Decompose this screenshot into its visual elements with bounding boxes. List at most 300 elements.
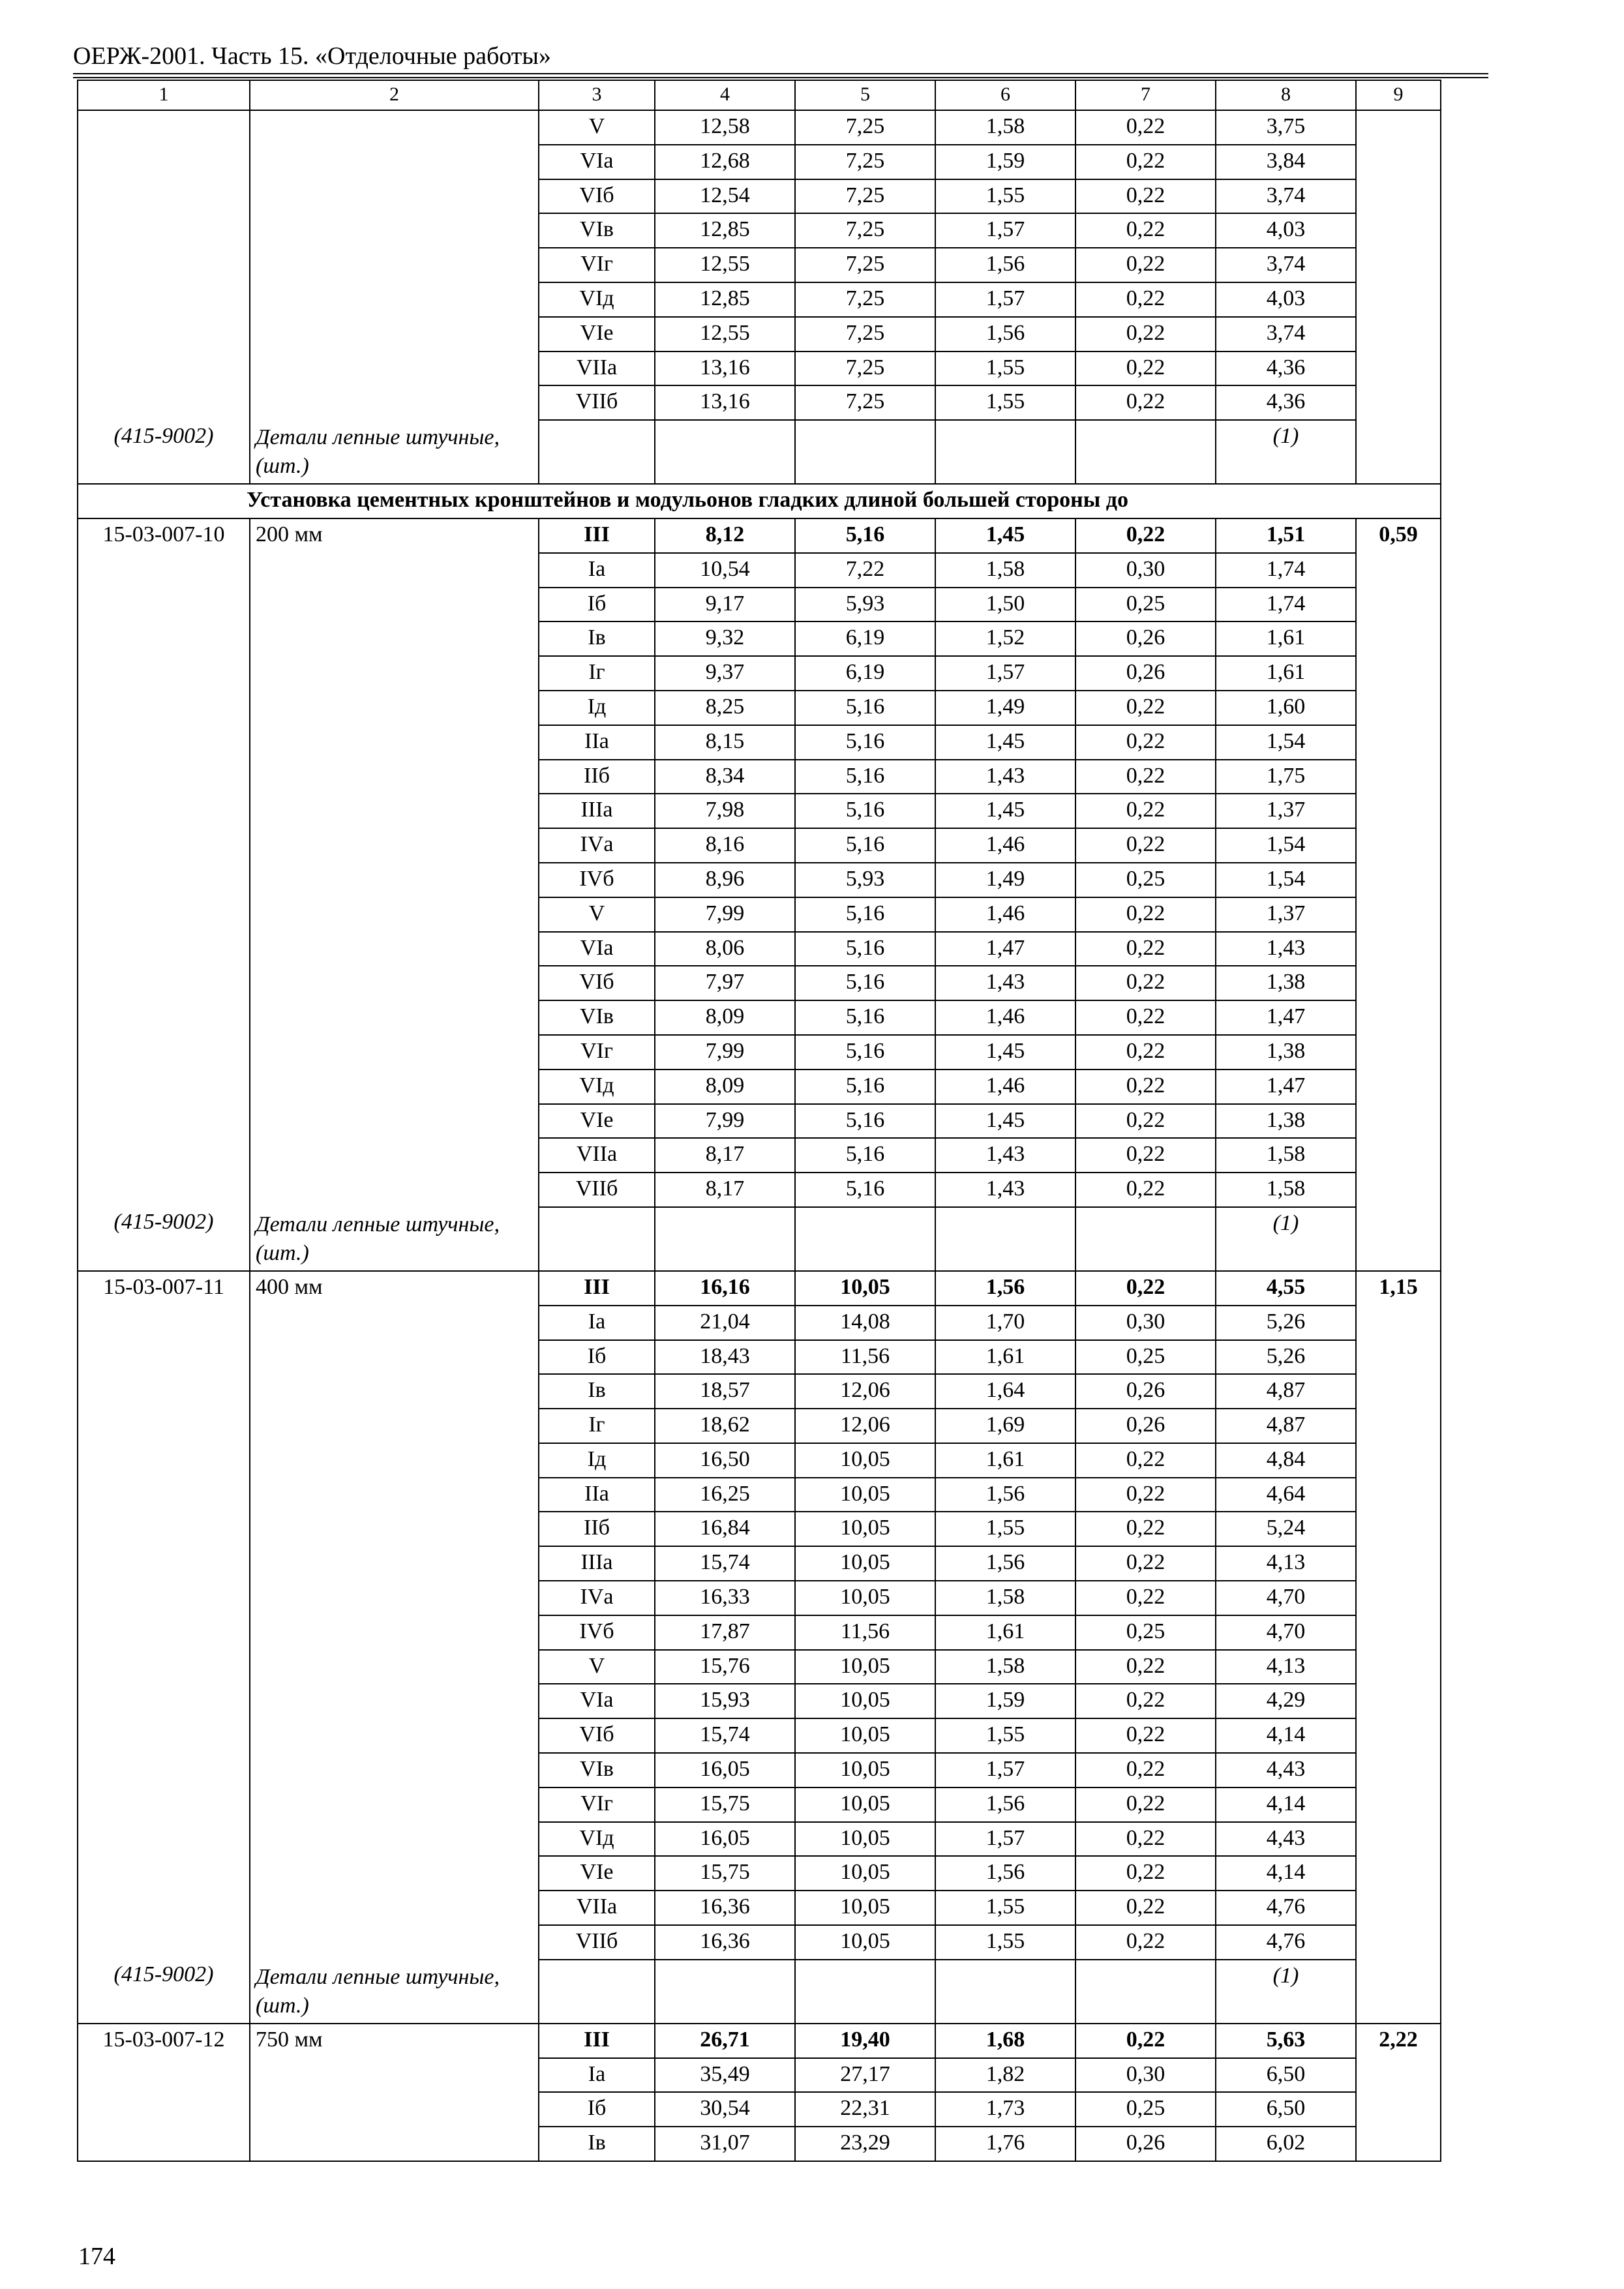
rate-code (78, 2024, 250, 2161)
note-text: Детали лепные штучные, (шт.) (256, 1212, 500, 1265)
value-cell: 8,96 (655, 863, 795, 897)
value-cell: 5,16 (795, 897, 935, 932)
value-cell: 1,45 (935, 725, 1075, 760)
column-number: 4 (655, 80, 795, 110)
value-cell: 10,05 (795, 1443, 935, 1478)
col9-value: 0,59 (1356, 518, 1441, 1271)
value-cell: VIд (539, 1822, 655, 1857)
value-cell: 0,22 (1075, 1856, 1216, 1891)
value-cell: 5,16 (795, 725, 935, 760)
value-cell: 6,19 (795, 656, 935, 691)
value-cell: 0,22 (1075, 1035, 1216, 1070)
value-cell: 1,59 (935, 145, 1075, 179)
value-cell: 1,56 (935, 1271, 1075, 1306)
value-cell: 1,46 (935, 1000, 1075, 1035)
value-cell: IVа (539, 1581, 655, 1615)
value-cell: 0,22 (1075, 282, 1216, 317)
value-cell: 10,05 (795, 1581, 935, 1615)
value-cell: 8,17 (655, 1138, 795, 1173)
empty-cell (539, 420, 655, 484)
col9-cell (1356, 110, 1441, 484)
page-number: 174 (78, 2243, 115, 2270)
value-cell: 16,33 (655, 1581, 795, 1615)
value-cell: 12,55 (655, 317, 795, 352)
rate-name (250, 2024, 539, 2161)
value-cell: 7,25 (795, 352, 935, 386)
value-cell: 1,45 (935, 1104, 1075, 1139)
value-cell: VIб (539, 179, 655, 214)
value-cell: VIг (539, 1788, 655, 1822)
value-cell: 11,56 (795, 1340, 935, 1375)
value-cell: 1,54 (1216, 725, 1356, 760)
value-cell: Iг (539, 1409, 655, 1443)
value-cell: 5,26 (1216, 1340, 1356, 1375)
rate-name-text: 750 мм (256, 2027, 323, 2052)
value-cell: 0,22 (1075, 1478, 1216, 1512)
rate-code-text: 15-03-007-12 (102, 2027, 225, 2052)
value-cell: 13,16 (655, 385, 795, 420)
value-cell: Iб (539, 588, 655, 622)
value-cell: 10,54 (655, 553, 795, 588)
value-cell: 21,04 (655, 1306, 795, 1340)
value-cell: 0,22 (1075, 1581, 1216, 1615)
value-cell: 0,22 (1075, 1104, 1216, 1139)
value-cell: 4,14 (1216, 1718, 1356, 1753)
value-cell: 1,55 (935, 1512, 1075, 1546)
value-cell: IIIа (539, 1546, 655, 1581)
value-cell: 0,22 (1075, 110, 1216, 145)
value-cell: 1,47 (1216, 1070, 1356, 1104)
resource-code: (415-9002) (113, 1209, 214, 1234)
value-cell: 1,38 (1216, 966, 1356, 1000)
value-cell: 1,37 (1216, 897, 1356, 932)
value-cell: 1,55 (935, 385, 1075, 420)
rate-main-row (78, 2024, 1441, 2058)
value-cell: 1,74 (1216, 588, 1356, 622)
empty-cell (655, 420, 795, 484)
value-cell: 4,03 (1216, 282, 1356, 317)
value-cell: 4,64 (1216, 1478, 1356, 1512)
value-cell: 13,16 (655, 352, 795, 386)
value-cell: 0,22 (1075, 248, 1216, 282)
value-cell: 10,05 (795, 1546, 935, 1581)
value-cell: 0,22 (1075, 1753, 1216, 1788)
value-cell: 12,58 (655, 110, 795, 145)
value-cell: 0,22 (1075, 179, 1216, 214)
empty-cell (795, 1207, 935, 1271)
note-text: Детали лепные штучные, (шт.) (256, 1964, 500, 2018)
value-cell: III (539, 2024, 655, 2058)
value-cell: 5,16 (795, 1070, 935, 1104)
value-cell: 0,30 (1075, 553, 1216, 588)
value-cell: 1,45 (935, 1035, 1075, 1070)
value-cell: 0,22 (1075, 213, 1216, 248)
value-cell: 0,25 (1075, 1340, 1216, 1375)
value-cell: 6,50 (1216, 2092, 1356, 2127)
value-cell: 0,26 (1075, 621, 1216, 656)
value-cell: 10,05 (795, 1512, 935, 1546)
note-value: (1) (1216, 1207, 1356, 1271)
value-cell: 1,50 (935, 588, 1075, 622)
value-cell: 1,46 (935, 828, 1075, 863)
value-cell: 0,22 (1075, 1822, 1216, 1857)
value-cell: VIа (539, 1684, 655, 1718)
value-cell: 0,22 (1075, 1925, 1216, 1960)
value-cell: 30,54 (655, 2092, 795, 2127)
value-cell: 19,40 (795, 2024, 935, 2058)
value-cell: 7,98 (655, 794, 795, 828)
value-cell: Iд (539, 1443, 655, 1478)
empty-cell (655, 1960, 795, 2024)
value-cell: 0,22 (1075, 897, 1216, 932)
value-cell: 35,49 (655, 2058, 795, 2093)
value-cell: V (539, 897, 655, 932)
value-cell: Iа (539, 1306, 655, 1340)
rate-code-text: 15-03-007-10 (102, 522, 225, 546)
column-number: 3 (539, 80, 655, 110)
value-cell: 1,61 (1216, 621, 1356, 656)
empty-cell (655, 1207, 795, 1271)
value-cell: 3,75 (1216, 110, 1356, 145)
value-cell: 7,25 (795, 179, 935, 214)
value-cell: 5,16 (795, 760, 935, 794)
value-cell: 15,74 (655, 1718, 795, 1753)
value-cell: 1,58 (935, 553, 1075, 588)
value-cell: VIIа (539, 1891, 655, 1925)
empty-cell (539, 1207, 655, 1271)
value-cell: 0,22 (1075, 2024, 1216, 2058)
value-cell: 0,30 (1075, 2058, 1216, 2093)
value-cell: 0,22 (1075, 932, 1216, 966)
value-cell: 4,13 (1216, 1650, 1356, 1684)
value-cell: 0,22 (1075, 352, 1216, 386)
value-cell: 4,36 (1216, 352, 1356, 386)
value-cell: IIб (539, 760, 655, 794)
value-cell: 4,14 (1216, 1856, 1356, 1891)
value-cell: 0,22 (1075, 1271, 1216, 1306)
value-cell: 1,56 (935, 1546, 1075, 1581)
table-row (78, 110, 1441, 145)
value-cell: IVб (539, 863, 655, 897)
value-cell: 1,60 (1216, 691, 1356, 725)
value-cell: 5,24 (1216, 1512, 1356, 1546)
value-cell: 1,58 (1216, 1173, 1356, 1207)
value-cell: III (539, 518, 655, 553)
value-cell: 1,56 (935, 1856, 1075, 1891)
value-cell: 0,26 (1075, 1409, 1216, 1443)
value-cell: 1,61 (935, 1615, 1075, 1650)
value-cell: 4,03 (1216, 213, 1356, 248)
value-cell: VIг (539, 1035, 655, 1070)
value-cell: 18,43 (655, 1340, 795, 1375)
value-cell: 1,55 (935, 1891, 1075, 1925)
rate-name (250, 518, 539, 1271)
value-cell: 1,47 (1216, 1000, 1356, 1035)
value-cell: 3,74 (1216, 317, 1356, 352)
value-cell: 15,74 (655, 1546, 795, 1581)
value-cell: 0,22 (1075, 1650, 1216, 1684)
value-cell: 1,54 (1216, 828, 1356, 863)
value-cell: 5,16 (795, 1104, 935, 1139)
value-cell: 16,16 (655, 1271, 795, 1306)
value-cell: V (539, 110, 655, 145)
value-cell: 1,43 (935, 1138, 1075, 1173)
value-cell: Iб (539, 2092, 655, 2127)
value-cell: 0,22 (1075, 691, 1216, 725)
value-cell: Iа (539, 553, 655, 588)
value-cell: 1,46 (935, 1070, 1075, 1104)
value-cell: 0,22 (1075, 1000, 1216, 1035)
value-cell: 5,16 (795, 932, 935, 966)
value-cell: 31,07 (655, 2127, 795, 2161)
value-cell: 0,22 (1075, 1070, 1216, 1104)
value-cell: 8,17 (655, 1173, 795, 1207)
value-cell: 0,26 (1075, 656, 1216, 691)
value-cell: 7,25 (795, 110, 935, 145)
value-cell: VIе (539, 317, 655, 352)
value-cell: 6,19 (795, 621, 935, 656)
value-cell: 14,08 (795, 1306, 935, 1340)
value-cell: 7,99 (655, 897, 795, 932)
value-cell: VIг (539, 248, 655, 282)
value-cell: 10,05 (795, 1478, 935, 1512)
value-cell: 7,25 (795, 385, 935, 420)
value-cell: 26,71 (655, 2024, 795, 2058)
value-cell: Iв (539, 2127, 655, 2161)
value-cell: 0,26 (1075, 1374, 1216, 1409)
col9-value: 1,15 (1356, 1271, 1441, 2024)
value-cell: 7,99 (655, 1035, 795, 1070)
value-cell: 0,22 (1075, 966, 1216, 1000)
value-cell: VIв (539, 1000, 655, 1035)
value-cell: 16,50 (655, 1443, 795, 1478)
value-cell: 10,05 (795, 1271, 935, 1306)
value-cell: 10,05 (795, 1753, 935, 1788)
value-cell: 15,76 (655, 1650, 795, 1684)
value-cell: III (539, 1271, 655, 1306)
value-cell: Iб (539, 1340, 655, 1375)
value-cell: 8,12 (655, 518, 795, 553)
value-cell: 0,22 (1075, 1443, 1216, 1478)
value-cell: 1,57 (935, 1822, 1075, 1857)
value-cell: VIIа (539, 1138, 655, 1173)
empty-cell (935, 1207, 1075, 1271)
value-cell: VIв (539, 213, 655, 248)
value-cell: 8,15 (655, 725, 795, 760)
rate-main-row (78, 1271, 1441, 1306)
value-cell: 1,54 (1216, 863, 1356, 897)
value-cell: 8,16 (655, 828, 795, 863)
value-cell: 4,55 (1216, 1271, 1356, 1306)
value-cell: 15,75 (655, 1856, 795, 1891)
value-cell: 5,26 (1216, 1306, 1356, 1340)
value-cell: 6,02 (1216, 2127, 1356, 2161)
value-cell: 7,25 (795, 282, 935, 317)
empty-cell (795, 420, 935, 484)
value-cell: 1,56 (935, 317, 1075, 352)
value-cell: 8,25 (655, 691, 795, 725)
value-cell: 1,43 (935, 760, 1075, 794)
value-cell: VIIб (539, 385, 655, 420)
value-cell: 1,45 (935, 794, 1075, 828)
column-number: 9 (1356, 80, 1441, 110)
resource-code: (415-9002) (78, 110, 250, 484)
value-cell: VIе (539, 1104, 655, 1139)
value-cell: 7,99 (655, 1104, 795, 1139)
value-cell: 0,22 (1075, 794, 1216, 828)
rate-main-row (78, 518, 1441, 553)
value-cell: 16,36 (655, 1925, 795, 1960)
value-cell: 10,05 (795, 1822, 935, 1857)
empty-cell (795, 1960, 935, 2024)
value-cell: 12,68 (655, 145, 795, 179)
column-number: 5 (795, 80, 935, 110)
rate-code (78, 518, 250, 1271)
value-cell: 10,05 (795, 1684, 935, 1718)
value-cell: 5,16 (795, 1173, 935, 1207)
value-cell: Iв (539, 621, 655, 656)
rate-name (250, 1271, 539, 2024)
rates-table (77, 80, 1441, 2162)
value-cell: 4,76 (1216, 1891, 1356, 1925)
value-cell: 10,05 (795, 1891, 935, 1925)
value-cell: 7,25 (795, 248, 935, 282)
value-cell: 1,56 (935, 248, 1075, 282)
value-cell: 7,22 (795, 553, 935, 588)
value-cell: 1,57 (935, 656, 1075, 691)
value-cell: VIIб (539, 1173, 655, 1207)
value-cell: 1,64 (935, 1374, 1075, 1409)
value-cell: 1,68 (935, 2024, 1075, 2058)
value-cell: 8,09 (655, 1000, 795, 1035)
empty-cell (935, 420, 1075, 484)
column-number: 8 (1216, 80, 1356, 110)
value-cell: 4,87 (1216, 1409, 1356, 1443)
value-cell: 1,57 (935, 213, 1075, 248)
value-cell: VIIб (539, 1925, 655, 1960)
value-cell: 1,38 (1216, 1104, 1356, 1139)
value-cell: VIа (539, 932, 655, 966)
value-cell: 5,16 (795, 966, 935, 1000)
value-cell: 1,56 (935, 1788, 1075, 1822)
value-cell: 5,16 (795, 691, 935, 725)
value-cell: 4,70 (1216, 1581, 1356, 1615)
value-cell: 0,22 (1075, 1546, 1216, 1581)
value-cell: Iг (539, 656, 655, 691)
value-cell: 0,22 (1075, 1891, 1216, 1925)
value-cell: VIв (539, 1753, 655, 1788)
value-cell: 23,29 (795, 2127, 935, 2161)
value-cell: 9,17 (655, 588, 795, 622)
value-cell: VIе (539, 1856, 655, 1891)
value-cell: 22,31 (795, 2092, 935, 2127)
value-cell: 0,25 (1075, 863, 1216, 897)
value-cell: 5,63 (1216, 2024, 1356, 2058)
value-cell: 1,43 (935, 966, 1075, 1000)
value-cell: 4,36 (1216, 385, 1356, 420)
value-cell: 0,26 (1075, 2127, 1216, 2161)
value-cell: 9,32 (655, 621, 795, 656)
value-cell: 1,55 (935, 179, 1075, 214)
value-cell: 1,57 (935, 1753, 1075, 1788)
value-cell: 1,82 (935, 2058, 1075, 2093)
value-cell: 12,06 (795, 1374, 935, 1409)
value-cell: 12,85 (655, 282, 795, 317)
value-cell: 4,43 (1216, 1822, 1356, 1857)
value-cell: 1,58 (1216, 1138, 1356, 1173)
value-cell: 1,55 (935, 352, 1075, 386)
value-cell: 9,37 (655, 656, 795, 691)
value-cell: 3,74 (1216, 179, 1356, 214)
value-cell: 4,84 (1216, 1443, 1356, 1478)
value-cell: 4,13 (1216, 1546, 1356, 1581)
page-header: ОЕРЖ-2001. Часть 15. «Отделочные работы» (73, 39, 1488, 74)
value-cell: 1,49 (935, 863, 1075, 897)
value-cell: 0,22 (1075, 1512, 1216, 1546)
value-cell: 3,84 (1216, 145, 1356, 179)
empty-cell (539, 1960, 655, 2024)
value-cell: Iд (539, 691, 655, 725)
value-cell: 0,22 (1075, 725, 1216, 760)
value-cell: 10,05 (795, 1718, 935, 1753)
value-cell: 0,22 (1075, 518, 1216, 553)
value-cell: IVа (539, 828, 655, 863)
value-cell: IIб (539, 1512, 655, 1546)
value-cell: 4,70 (1216, 1615, 1356, 1650)
table-body (78, 80, 1441, 2161)
empty-cell (935, 1960, 1075, 2024)
value-cell: 1,55 (935, 1718, 1075, 1753)
value-cell: 18,62 (655, 1409, 795, 1443)
value-cell: 10,05 (795, 1856, 935, 1891)
value-cell: 10,05 (795, 1650, 935, 1684)
value-cell: VIд (539, 1070, 655, 1104)
value-cell: 1,59 (935, 1684, 1075, 1718)
value-cell: IIа (539, 1478, 655, 1512)
empty-cell (1075, 1207, 1216, 1271)
col9-value: 2,22 (1356, 2024, 1441, 2161)
value-cell: 5,16 (795, 518, 935, 553)
value-cell: 1,38 (1216, 1035, 1356, 1070)
section-title: Установка цементных кронштейнов и модульонов гладких длиной большей стороны до (78, 484, 1441, 518)
value-cell: 5,16 (795, 794, 935, 828)
value-cell: 0,22 (1075, 385, 1216, 420)
value-cell: 0,22 (1075, 1788, 1216, 1822)
value-cell: IIа (539, 725, 655, 760)
note-value: (1) (1216, 420, 1356, 484)
value-cell: Iа (539, 2058, 655, 2093)
empty-cell (1075, 1960, 1216, 2024)
value-cell: 16,36 (655, 1891, 795, 1925)
value-cell: 0,22 (1075, 828, 1216, 863)
value-cell: 1,43 (1216, 932, 1356, 966)
value-cell: 1,56 (935, 1478, 1075, 1512)
value-cell: 0,30 (1075, 1306, 1216, 1340)
value-cell: 0,22 (1075, 1138, 1216, 1173)
value-cell: 8,06 (655, 932, 795, 966)
value-cell: V (539, 1650, 655, 1684)
value-cell: 0,22 (1075, 317, 1216, 352)
value-cell: 5,16 (795, 1035, 935, 1070)
value-cell: 8,09 (655, 1070, 795, 1104)
value-cell: 18,57 (655, 1374, 795, 1409)
value-cell: 16,84 (655, 1512, 795, 1546)
rate-name-text: 200 мм (256, 522, 323, 546)
resource-code: (415-9002) (113, 1962, 214, 1986)
column-number: 1 (78, 80, 250, 110)
value-cell: 1,74 (1216, 553, 1356, 588)
value-cell: 16,05 (655, 1822, 795, 1857)
